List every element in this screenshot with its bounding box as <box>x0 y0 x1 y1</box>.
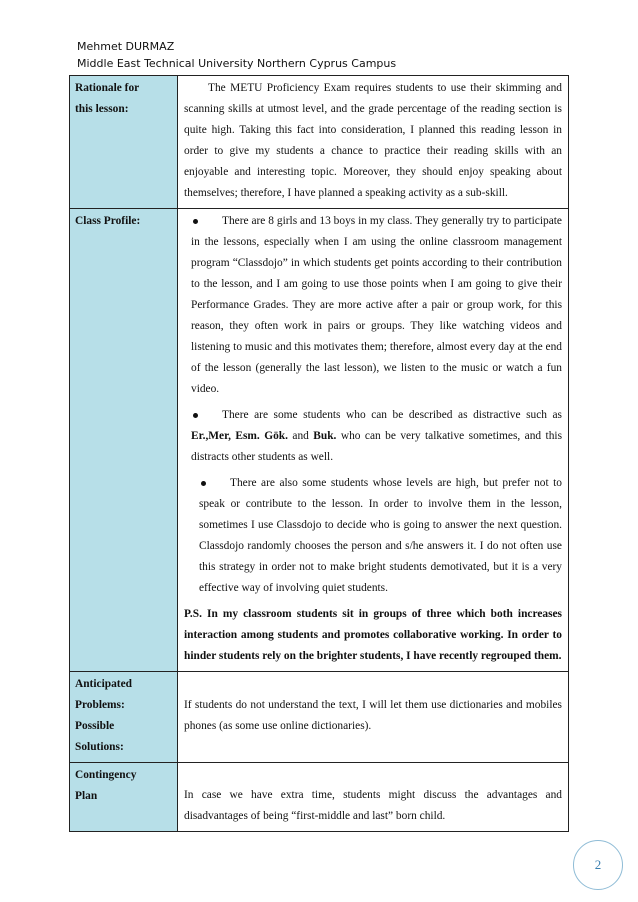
class-profile-bullet-1: There are 8 girls and 13 boys in my class. They generally try to participate in the lessons, especially when I am using the online classroom management program “Classdojo” in which students get points according to their contribution to the lesson, and I am going to use those points when I am going to give their Performance Grades. They are more active after a pair or group work, for this reason, they often work in pairs or groups. They like watching videos and listening to music and this motivates them; therefore, almost every day at the end of the lesson (generally the last lesson), we listen to the music or watch a fun video. <box>191 215 562 395</box>
bullet-icon <box>193 413 198 418</box>
bullet-2-and: and <box>287 430 314 442</box>
bullet-icon <box>193 219 198 224</box>
student-names-1: Er.,Mer, Esm. Gök. <box>191 430 288 442</box>
anticipated-label-line-1: Anticipated <box>75 678 132 690</box>
contingency-content <box>178 763 569 832</box>
contingency-label <box>70 763 178 832</box>
class-profile-content <box>178 209 569 672</box>
student-names-2: Buk. <box>313 430 337 442</box>
list-item <box>184 473 562 599</box>
rationale-text: The METU Proficiency Exam requires students to use their skimming and scanning skills at utmost level, and the grade percentage of the reading section is quite high. Taking this fact into consideration, I planned this reading lesson in order to give my students a chance to practice their reading skills with an enjoyable and interesting topic. Moreover, they should enjoy speaking about themselves; therefore, I have planned a speaking activity as a sub-skill. <box>184 82 562 199</box>
class-profile-list <box>184 211 562 599</box>
bullet-2-rest: who can be very talkative sometimes, and this distracts other students as well. <box>191 430 562 463</box>
anticipated-problems-text: If students do not understand the text, I will let them use dictionaries and mobiles phones (as some use online dictionaries). <box>184 699 562 732</box>
anticipated-problems-content <box>178 672 569 763</box>
class-profile-label: Class Profile: <box>70 209 178 672</box>
contingency-text: In case we have extra time, students might discuss the advantages and disadvantages of being “first-middle and last” born child. <box>184 789 562 822</box>
lesson-plan-table <box>69 75 569 832</box>
bullet-2-intro: There are some students who can be described as distractive such as <box>222 409 562 421</box>
page-number-badge <box>573 840 623 890</box>
author-name: Mehmet DURMAZ <box>77 40 175 53</box>
anticipated-label-line-4: Solutions: <box>75 741 124 753</box>
anticipated-problems-row <box>70 672 569 763</box>
rationale-label-line-1: Rationale for <box>75 82 140 94</box>
class-profile-bullet-2 <box>191 405 562 468</box>
rationale-content <box>178 76 569 209</box>
list-item <box>184 211 562 400</box>
page-header <box>77 38 396 72</box>
rationale-label <box>70 76 178 209</box>
anticipated-text-wrap <box>184 674 562 758</box>
postscript-note: P.S. In my classroom students sit in groups of three which both increases interaction among students and promotes collaborative working. In order to hinder students rely on the brighter students, I have recently regrouped them. <box>184 608 562 662</box>
contingency-label-line-1: Contingency <box>75 769 137 781</box>
anticipated-problems-label <box>70 672 178 763</box>
contingency-row <box>70 763 569 832</box>
rationale-row <box>70 76 569 209</box>
list-item <box>184 405 562 468</box>
bullet-icon <box>201 481 206 486</box>
anticipated-label-line-2: Problems: <box>75 699 125 711</box>
rationale-label-line-2: this lesson: <box>75 103 129 115</box>
class-profile-row <box>70 209 569 672</box>
class-profile-bullet-3: There are also some students whose levels are high, but prefer not to speak or contribute to the lesson. In order to involve them in the lesson, sometimes I use Classdojo to decide who is going to answer the next question. Classdojo randomly chooses the person and s/he answers it. I do not often use this strategy in order not to make bright students demotivated, but it is a very effective way of involving quiet students. <box>199 477 562 594</box>
page-number: 2 <box>594 857 602 872</box>
institution-name: Middle East Technical University Northern Cyprus Campus <box>77 57 397 70</box>
contingency-label-line-2: Plan <box>75 790 98 802</box>
anticipated-label-line-3: Possible <box>75 720 115 732</box>
